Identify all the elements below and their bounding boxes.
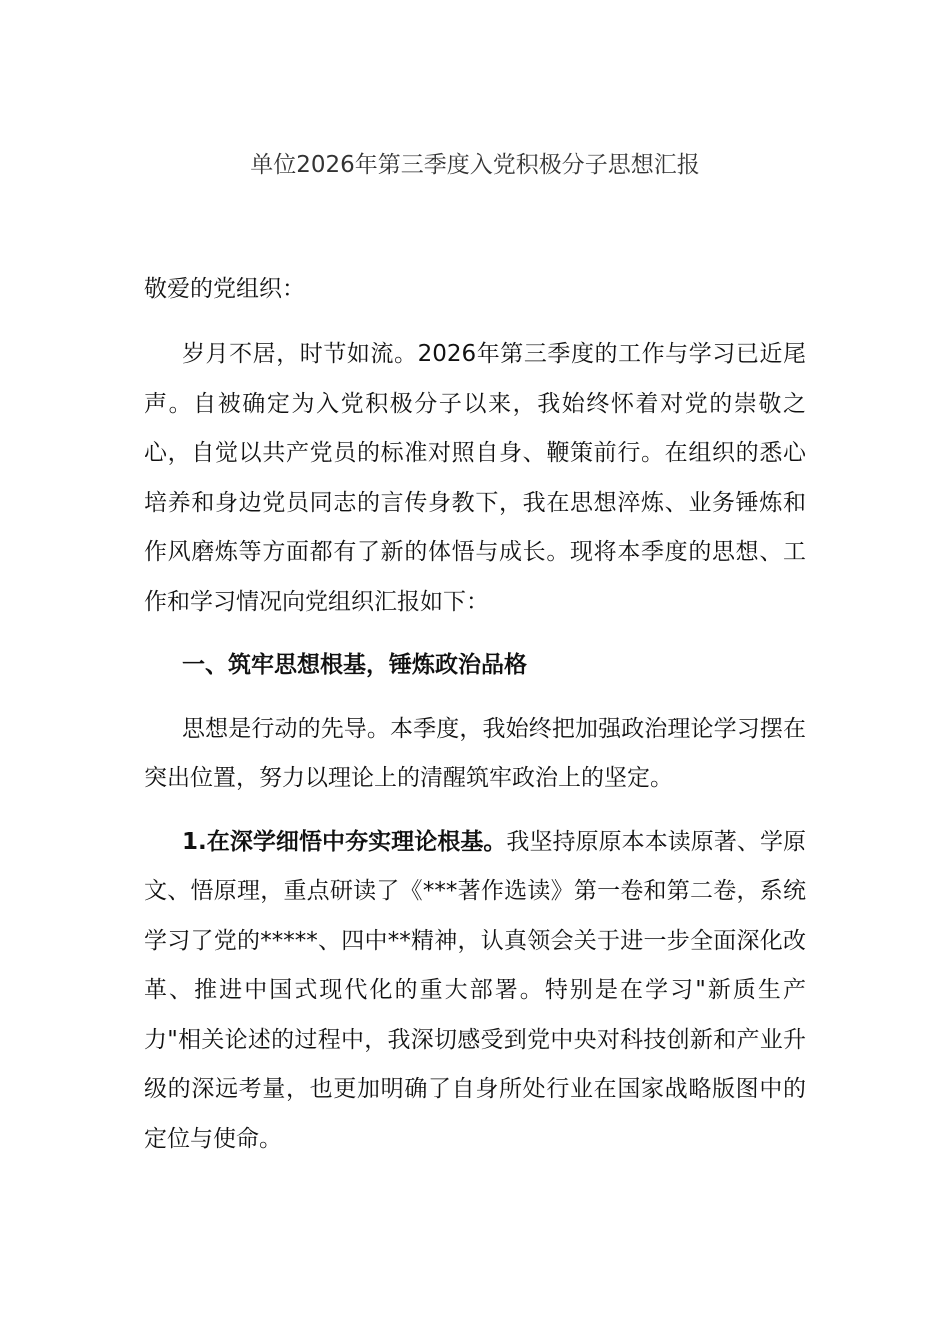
- salutation: 敬爱的党组织：: [144, 276, 305, 302]
- section-heading: 一、筑牢思想根基，锤炼政治品格: [182, 652, 527, 678]
- document-title: 单位2026年第三季度入党积极分子思想汇报: [250, 152, 700, 178]
- item-lead: 1.在深学细悟中夯实理论根基。: [182, 828, 507, 855]
- item-body: 我坚持原原本本读原著、学原文、悟原理，重点研读了《***著作选读》第一卷和第二卷，系统学习了党的*****、四中**精神，认真领会关于进一步全面深化改革、推进中国式现代化的重大部署。特别是在学习"新质生产力"相关论述的过程中，我深切感受到党中央对科技创新和产业升级的深远考量，也更加明确了自身所处行业在国家战略版图中的定位与使命。: [144, 828, 806, 1152]
- item-paragraph: [144, 818, 806, 1165]
- intro-paragraph: 岁月不居，时节如流。2026年第三季度的工作与学习已近尾声。自被确定为入党积极分子以来，我始终怀着对党的崇敬之心，自觉以共产党员的标准对照自身、鞭策前行。在组织的悉心培养和身边党员同志的言传身教下，我在思想淬炼、业务锤炼和作风磨炼等方面都有了新的体悟与成长。现将本季度的思想、工作和学习情况向党组织汇报如下：: [144, 341, 806, 615]
- document-body: [144, 330, 806, 1164]
- section-intro-paragraph: 思想是行动的先导。本季度，我始终把加强政治理论学习摆在突出位置，努力以理论上的清醒筑牢政治上的坚定。: [144, 715, 806, 791]
